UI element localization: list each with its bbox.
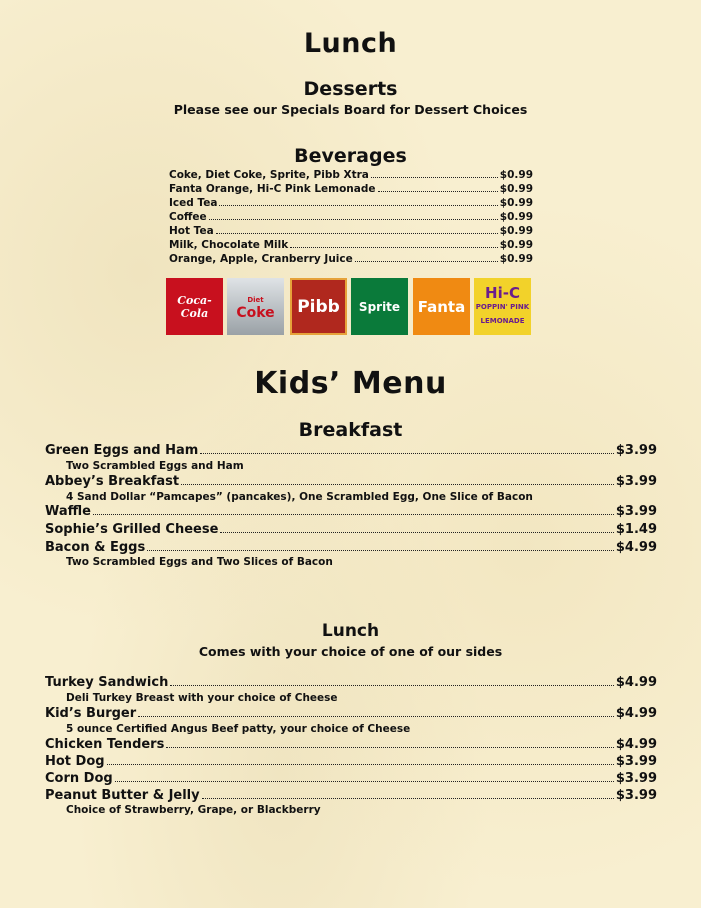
menu-item-name: Waffle [45, 504, 91, 519]
dot-leader [378, 191, 498, 192]
menu-item-price: $4.99 [615, 737, 657, 752]
desserts-note: Please see our Specials Board for Dessert Choices [173, 102, 528, 117]
logo-text: Fanta [417, 297, 466, 316]
menu-item-row [45, 675, 657, 691]
dot-leader [220, 532, 613, 533]
dot-leader [115, 781, 614, 782]
beverage-name: Coke, Diet Coke, Sprite, Pibb Xtra [169, 169, 369, 181]
menu-item-name: Sophie’s Grilled Cheese [45, 522, 219, 537]
logo-text: Coke [236, 304, 275, 321]
menu-item-name: Hot Dog [45, 754, 105, 769]
menu-item-row [45, 771, 657, 787]
menu-item-price: $1.49 [615, 522, 657, 537]
dot-leader [219, 205, 497, 206]
menu-item-row [45, 522, 657, 538]
dot-leader [216, 233, 498, 234]
dot-leader [166, 747, 614, 748]
beverage-name: Hot Tea [169, 225, 214, 237]
breakfast-heading: Breakfast [298, 419, 403, 441]
menu-item-price: $4.99 [615, 540, 657, 555]
beverage-row [169, 252, 533, 266]
menu-item-row [45, 540, 657, 556]
beverage-price: $0.99 [499, 253, 533, 265]
beverage-name: Coffee [169, 211, 207, 223]
logo-text: Coca-Cola [177, 293, 212, 320]
beverage-row [169, 196, 533, 210]
menu-item-row [45, 754, 657, 770]
menu-item-price: $4.99 [615, 706, 657, 721]
menu-item-price: $3.99 [615, 504, 657, 519]
dot-leader [290, 247, 498, 248]
hi-c-logo-icon [474, 278, 531, 335]
dot-leader [107, 764, 614, 765]
menu-item-name: Kid’s Burger [45, 706, 137, 721]
menu-item-row [45, 443, 657, 459]
menu-item-description: Choice of Strawberry, Grape, or Blackberry [66, 804, 321, 816]
menu-item-description: Deli Turkey Breast with your choice of Cheese [66, 692, 338, 704]
kids-menu-title: Kids’ Menu [254, 366, 447, 401]
beverage-price: $0.99 [499, 169, 533, 181]
menu-item-description: 5 ounce Certified Angus Beef patty, your choice of Cheese [66, 723, 411, 735]
menu-item-price: $3.99 [615, 788, 657, 803]
dot-leader [147, 550, 614, 551]
menu-item-price: $3.99 [615, 754, 657, 769]
menu-item-row [45, 504, 657, 520]
menu-item-description: Two Scrambled Eggs and Ham [66, 460, 244, 472]
menu-item-name: Bacon & Eggs [45, 540, 146, 555]
menu-item-name: Chicken Tenders [45, 737, 165, 752]
menu-item-name: Green Eggs and Ham [45, 443, 199, 458]
dot-leader [181, 484, 614, 485]
menu-item-row [45, 788, 657, 804]
dot-leader [93, 514, 614, 515]
dot-leader [202, 798, 614, 799]
kids-lunch-note: Comes with your choice of one of our sides [198, 644, 503, 659]
menu-item-row [45, 737, 657, 753]
menu-item-description: 4 Sand Dollar “Pamcapes” (pancakes), One Scrambled Egg, One Slice of Bacon [66, 491, 533, 503]
beverage-row [169, 210, 533, 224]
beverages-heading: Beverages [294, 145, 407, 167]
dot-leader [170, 685, 614, 686]
beverage-price: $0.99 [499, 225, 533, 237]
dot-leader [138, 716, 614, 717]
beverage-row [169, 182, 533, 196]
beverage-name: Orange, Apple, Cranberry Juice [169, 253, 353, 265]
logo-text: Hi-C [485, 283, 520, 302]
beverage-row [169, 224, 533, 238]
coca-cola-logo-icon [166, 278, 223, 335]
pibb-logo-icon [290, 278, 347, 335]
menu-item-price: $3.99 [615, 443, 657, 458]
menu-item-name: Abbey’s Breakfast [45, 474, 180, 489]
logo-text: Pibb [297, 296, 340, 317]
dot-leader [371, 177, 498, 178]
menu-item-price: $3.99 [615, 474, 657, 489]
beverage-price: $0.99 [499, 197, 533, 209]
beverage-name: Iced Tea [169, 197, 218, 209]
menu-item-name: Peanut Butter & Jelly [45, 788, 200, 803]
menu-item-price: $4.99 [615, 675, 657, 690]
beverage-price: $0.99 [499, 211, 533, 223]
dot-leader [355, 261, 498, 262]
beverage-name: Fanta Orange, Hi-C Pink Lemonade [169, 183, 376, 195]
lunch-title: Lunch [303, 28, 398, 59]
beverage-row [169, 238, 533, 252]
menu-item-name: Corn Dog [45, 771, 113, 786]
dot-leader [209, 219, 498, 220]
dot-leader [200, 453, 614, 454]
kids-lunch-heading: Lunch [321, 621, 380, 641]
beverage-name: Milk, Chocolate Milk [169, 239, 289, 251]
menu-item-row [45, 706, 657, 722]
menu-item-row [45, 474, 657, 490]
logo-text-top: Diet [247, 295, 264, 304]
desserts-heading: Desserts [303, 78, 398, 100]
sprite-logo-icon [351, 278, 408, 335]
beverage-price: $0.99 [499, 239, 533, 251]
menu-item-name: Turkey Sandwich [45, 675, 169, 690]
beverage-price: $0.99 [499, 183, 533, 195]
fanta-logo-icon [413, 278, 470, 335]
diet-coke-logo-icon [227, 278, 284, 335]
menu-item-description: Two Scrambled Eggs and Two Slices of Bacon [66, 556, 333, 568]
logo-text: Sprite [358, 299, 401, 314]
logo-text-sub: POPPIN' PINK LEMONADE [475, 302, 530, 325]
beverage-row [169, 168, 533, 182]
menu-item-price: $3.99 [615, 771, 657, 786]
